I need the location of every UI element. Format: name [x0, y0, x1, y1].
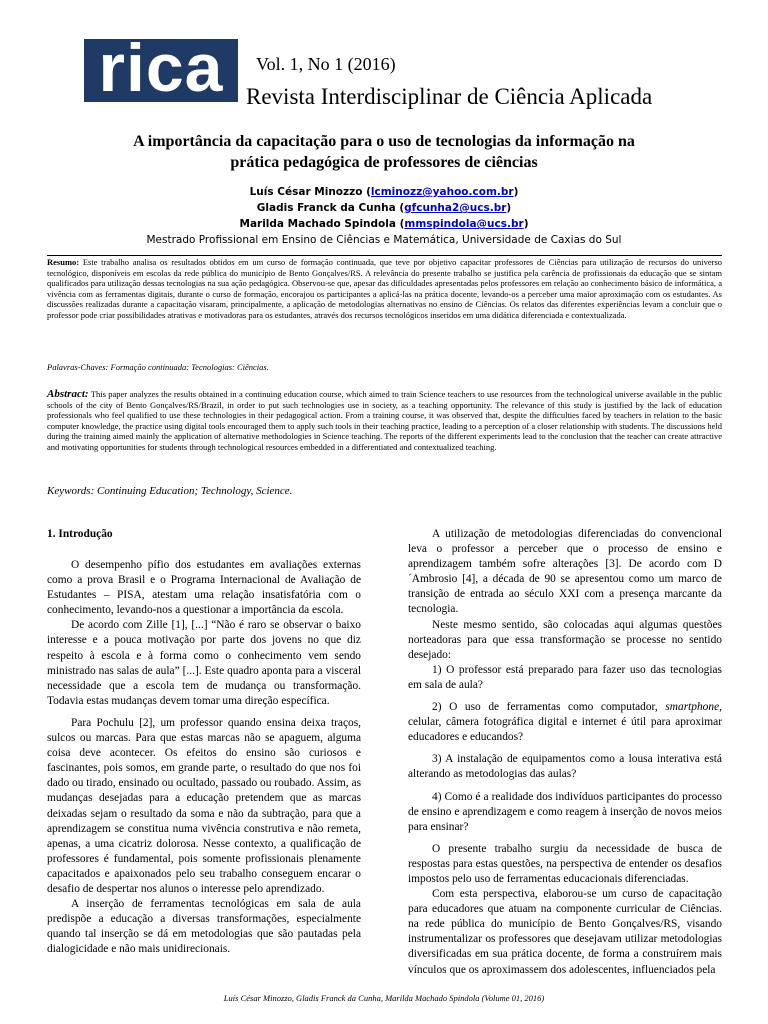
- question-2: [408, 700, 722, 745]
- body-paragraph: Com esta perspectiva, elaborou-se um curso de capacitação para educadores que atuam na componente curricular de Ciências. na rede pública do município de Bento Gonçalves/RS, visando instrumentalizar os professores que desejavam utilizar metodologias diversificadas em sua prática docente, de forma a construírem mais vínculos que os aproximassem dos adolescentes, influenciados pela: [408, 888, 722, 976]
- body-paragraph: O desempenho pífio dos estudantes em avaliações externas como a prova Brasil e o Programa Internacional de Avaliação de Estudantes – PISA, atestam uma relação insatisfatória com o conhecimento, levando-nos a questionar a importância da escola.: [47, 559, 361, 617]
- page-footer: Luís César Minozzo, Gladis Franck da Cunha, Marilda Machado Spindola (Volume 01, 2016): [223, 993, 545, 1003]
- right-column: [408, 527, 722, 978]
- author-2: [60, 200, 708, 216]
- divider-line: [47, 255, 722, 256]
- body-paragraph: Para Pochulu [2], um professor quando ensina deixa traços, sulcos ou marcas. Para que estas marcas não se apaguem, alguma coisa deve acontecer. Os efeitos do ensino são curiosos e fascinantes, pois somos, em grande parte, o resultado do que nos foi dado ou tirado, ensinado ou ocultado, passado ou roubado. Assim, as mudanças desejadas para a educação pretendem que as marcas deixadas sejam o resultado da soma e não da subtração, para que a aprendizagem se constitua numa vivência construtiva e não remeta, apenas, a uma cicatriz dolorosa. Nesse contexto, a qualificação de professores é fundamental, pois somente profissionais plenamente capacitados e apaixonados pelo seu trabalho conseguem encarar o desafio de despertar nos alunos o interesse pelo aprendizado.: [47, 716, 361, 895]
- question-2-end: , celular, câmera fotográfica digital e internet é útil para aproximar educadores e educandos?: [408, 701, 722, 744]
- affiliation: Mestrado Profissional em Ensino de Ciências e Matemática, Universidade de Caxias do Sul: [146, 234, 622, 246]
- paper-title: [60, 131, 708, 173]
- author-3-email-link[interactable]: mmspindola@ucs.br: [404, 218, 524, 230]
- question-4: 4) Como é a realidade dos indivíduos participantes do processo de ensino e aprendizagem e como reagem à inserção de novos meios para ensinar?: [408, 790, 722, 833]
- author-block: [60, 184, 708, 248]
- palavras-chaves: Palavras-Chaves: Formação continuada: Tecnologias: Ciências.: [47, 362, 269, 372]
- body-paragraph: De acordo com Zille [1], [...] “Não é raro se observar o baixo interesse e a pouca motivação por parte dos jovens no que diz respeito à escola e à forma como o conhecimento vem sendo ministrado nas salas de aula” [...]. Este quadro aponta para a visceral necessidade que a escola tem de mudança ou transformação. Todavia estas mudanças devem tomar uma direção específica.: [47, 619, 361, 707]
- left-column: [47, 527, 361, 957]
- question-1: 1) O professor está preparado para fazer uso das tecnologias em sala de aula?: [408, 663, 722, 691]
- resumo-paragraph: [47, 257, 722, 321]
- question-2-italic: smartphone: [665, 701, 720, 714]
- volume-info: Vol. 1, No 1 (2016): [256, 54, 396, 74]
- abstract-text: This paper analyzes the results obtained in a continuing education course, which aimed to train Science teachers to use resources from the technological universe available in the public schools of the city of Bento Gonçalves/RS/Brazil, in order to put such technologies use in society, as a teaching opportunity. The relevance of this study is justified by the lack of education professionals who feel qualified to use these technologies in their pedagogical action. From a training course, it was observed that, despite the difficulties faced by teachers in relation to the basic computer knowledge, the practice using digital tools encouraged them to apply such tools in their teaching practice, leading to a perception of a closer relationship with students. The discussions held during the training aimed mainly the application of alternative methodologies in Science teaching. The reports of the different experiments lead to the conclusion that the teacher can create attractive and motivating opportunities for students through technological resources embedded in a differentiated and contextualized teaching.: [47, 389, 722, 452]
- section-heading: 1. Introdução: [47, 528, 113, 540]
- journal-name: Revista Interdisciplinar de Ciência Aplicada: [246, 84, 653, 109]
- abstract-paragraph: [47, 389, 722, 453]
- author-1: [60, 184, 708, 200]
- resumo-label: Resumo:: [47, 257, 80, 267]
- body-paragraph: Neste mesmo sentido, são colocadas aqui algumas questões norteadoras para que essa transformação se processe no sentido desejado:: [408, 618, 722, 661]
- body-paragraph: O presente trabalho surgiu da necessidade de busca de respostas para estas questões, na perspectiva de entender os desafios impostos pelo uso de ferramentas educacionais diferenciadas.: [408, 842, 722, 885]
- author-3: [60, 216, 708, 232]
- body-paragraph: A utilização de metodologias diferenciadas do convencional leva o professor a perceber que o processo de ensino e aprendizagem também sofre alterações [3]. De acordo com D´Ambrosio [4], a década de 90 se apresentou como um marco de transição de entrada ao século XXI com a presença marcante da tecnologia.: [408, 528, 722, 616]
- logo-text: rica: [98, 29, 224, 106]
- author-2-email-link[interactable]: gfcunha2@ucs.br: [404, 202, 507, 214]
- keywords: Keywords: Continuing Education; Technology, Science.: [47, 485, 293, 497]
- journal-logo: [84, 29, 238, 106]
- title-line-1: A importância da capacitação para o uso de tecnologias da informação na: [133, 133, 635, 150]
- author-1-email-link[interactable]: lcminozz@yahoo.com.br: [370, 186, 514, 198]
- author-1-close: ): [513, 186, 519, 198]
- author-2-close: ): [506, 202, 512, 214]
- title-line-2: prática pedagógica de professores de ciências: [230, 154, 538, 171]
- author-1-name: Luís César Minozzo (: [249, 186, 371, 198]
- question-3: 3) A instalação de equipamentos como a lousa interativa está alterando as metodologias das aulas?: [408, 753, 722, 781]
- author-3-close: ): [523, 218, 529, 230]
- resumo-text: Este trabalho analisa os resultados obtidos em um curso de formação continuada, que teve por objetivo capacitar professores de Ciências para utilização de recursos do universo tecnológico, disponíveis em escolas da rede pública do município de Bento Gonçalves/RS. A relevância do presente trabalho se justifica pela carência de profissionais da educação que se sintam qualificados para utilização dessas tecnologias na sua ação pedagógica. Observou-se que, apesar das dificuldades apresentadas pelos professores em relação ao conhecimento básico de informática, a vivência com as ferramentas digitais, durante o curso de formação, encorajou os participantes a aplicá-las na prática docente, levando-os a perceber uma maior aproximação com os estudantes. As discussões realizadas durante a capacitação visaram, principalmente, a aplicação de metodologias alternativas no ensino de Ciências. Os relatos das diferentes experiências levam a concluir que o professor pode criar possibilidades atrativas e motivadoras para os estudantes, através dos recursos tecnológicos inseridos em uma didática diferenciada e contextualizada.: [47, 257, 722, 320]
- body-paragraph: A inserção de ferramentas tecnológicas em sala de aula predispõe a educação a diversas transformações, especialmente quando tal inserção se dá em metodologias que são pautadas pela dialogicidade e não mais unidirecionais.: [47, 898, 361, 956]
- abstract-label: Abstract:: [47, 388, 89, 400]
- author-2-name: Gladis Franck da Cunha (: [256, 202, 405, 214]
- author-3-name: Marilda Machado Spindola (: [239, 218, 405, 230]
- question-2-start: 2) O uso de ferramentas como computador,: [432, 701, 666, 714]
